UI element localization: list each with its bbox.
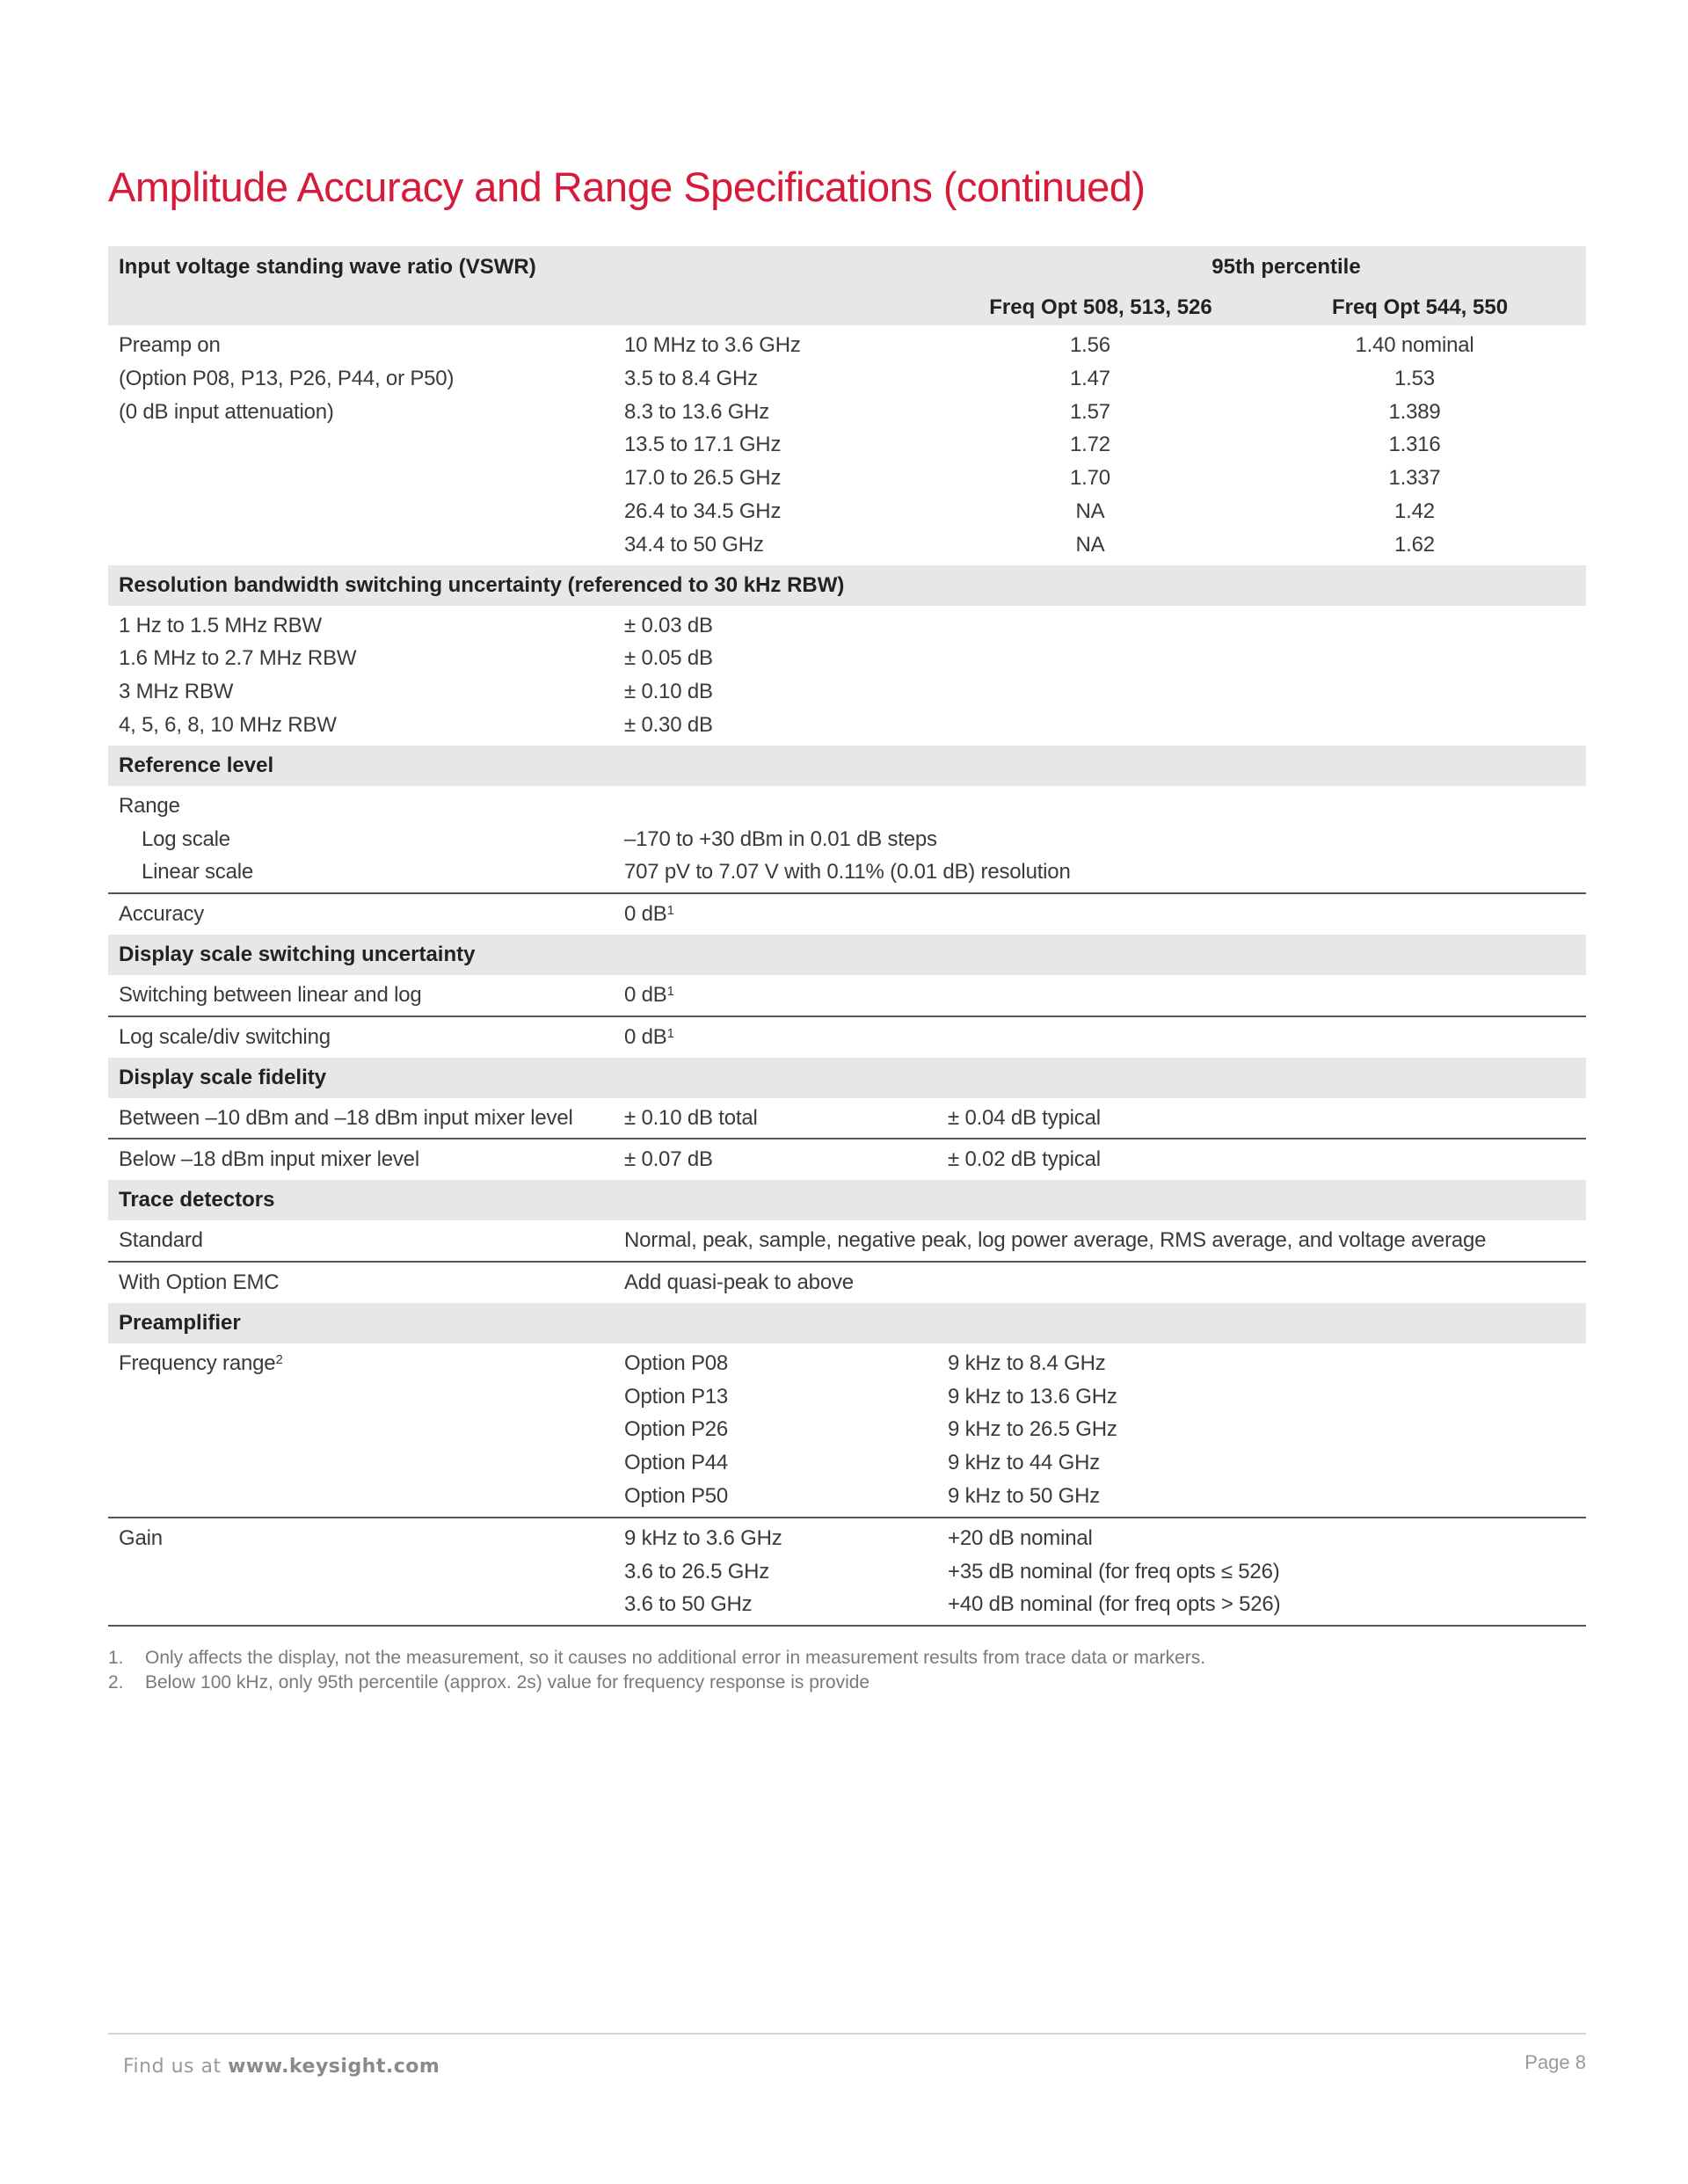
spec-text: 1.62 bbox=[1394, 532, 1435, 557]
spec-text: Gain bbox=[119, 1525, 163, 1550]
spec-cell bbox=[614, 1347, 937, 1513]
spec-row bbox=[108, 1263, 1586, 1303]
footnote-ref: 2 bbox=[275, 1351, 283, 1367]
spec-line bbox=[937, 428, 1243, 462]
spec-line bbox=[937, 462, 1243, 495]
footnote-ref: 1 bbox=[666, 1025, 674, 1041]
spec-line bbox=[1243, 495, 1586, 528]
spec-line bbox=[1243, 428, 1586, 462]
spec-cell bbox=[614, 1143, 937, 1176]
spec-text: 9 kHz to 8.4 GHz bbox=[948, 1350, 1106, 1375]
column-header: Freq Opt 508, 513, 526 bbox=[989, 295, 1212, 319]
spec-section bbox=[108, 935, 1586, 1058]
spec-text: 1.70 bbox=[1070, 466, 1110, 491]
spec-line bbox=[948, 1588, 1281, 1621]
spec-line bbox=[937, 396, 1243, 429]
spec-cell bbox=[108, 1266, 614, 1299]
spec-line bbox=[119, 709, 614, 742]
spec-line bbox=[624, 1446, 937, 1480]
footer-divider bbox=[108, 2033, 1586, 2035]
section-header bbox=[108, 1303, 1586, 1343]
spec-line bbox=[937, 495, 1243, 528]
spec-text: (0 dB input attenuation) bbox=[119, 399, 334, 424]
footnotes bbox=[108, 1646, 1205, 1695]
spec-line bbox=[119, 1266, 614, 1299]
spec-cell bbox=[937, 1347, 1243, 1513]
spec-row bbox=[108, 894, 1586, 935]
spec-line bbox=[1243, 528, 1586, 562]
spec-cell bbox=[108, 329, 614, 562]
spec-section bbox=[108, 746, 1586, 935]
spec-cell bbox=[108, 979, 614, 1012]
spec-text: Below –18 dBm input mixer level bbox=[119, 1147, 419, 1172]
spec-text: +20 dB nominal bbox=[948, 1525, 1093, 1550]
spec-line bbox=[119, 1522, 614, 1555]
spec-line bbox=[119, 1102, 614, 1135]
spec-line bbox=[624, 1555, 937, 1589]
section-header bbox=[108, 746, 1586, 786]
spec-text: Log scale bbox=[142, 826, 230, 851]
footnote-2 bbox=[108, 1671, 1205, 1695]
spec-cell bbox=[108, 1522, 614, 1621]
spec-text: 13.5 to 17.1 GHz bbox=[624, 433, 782, 457]
spec-line bbox=[624, 1224, 1586, 1257]
spec-text: 3.6 to 50 GHz bbox=[624, 1592, 753, 1617]
spec-line bbox=[624, 1143, 937, 1176]
spec-line bbox=[624, 396, 937, 429]
section-header bbox=[108, 1058, 1586, 1098]
spec-line bbox=[937, 329, 1243, 362]
spec-text: Switching between linear and log bbox=[119, 982, 422, 1007]
spec-text: 1.47 bbox=[1070, 366, 1110, 390]
footer-find-us-label: Find us at bbox=[123, 2056, 222, 2078]
spec-text: 9 kHz to 44 GHz bbox=[948, 1451, 1101, 1475]
spec-line bbox=[624, 528, 937, 562]
spec-line bbox=[624, 428, 937, 462]
spec-cell bbox=[108, 1347, 614, 1513]
spec-text: +40 dB nominal (for freq opts > 526) bbox=[948, 1592, 1281, 1617]
spec-line bbox=[1243, 462, 1586, 495]
spec-line bbox=[948, 1380, 1243, 1414]
spec-cell bbox=[937, 1143, 1243, 1176]
footnote-text: Below 100 kHz, only 95th percentile (approx. 2s) value for frequency response is provide bbox=[145, 1672, 870, 1693]
footnote-number: 2. bbox=[108, 1672, 124, 1693]
spec-line bbox=[624, 1102, 937, 1135]
spec-cell bbox=[108, 609, 614, 742]
spec-line bbox=[1243, 362, 1586, 396]
spec-line bbox=[948, 1522, 1243, 1555]
spec-line bbox=[624, 855, 1586, 889]
footer-find-us bbox=[123, 2056, 440, 2078]
spec-text: 0 dB bbox=[624, 902, 667, 927]
section-title: Input voltage standing wave ratio (VSWR) bbox=[119, 255, 536, 279]
spec-cell bbox=[108, 1021, 614, 1054]
spec-cell bbox=[614, 979, 937, 1012]
spec-line bbox=[624, 1588, 937, 1621]
spec-line bbox=[119, 609, 614, 643]
column-group-header: 95th percentile bbox=[1211, 255, 1361, 279]
spec-line bbox=[119, 979, 614, 1012]
spec-cell bbox=[937, 1102, 1243, 1135]
column-header: Freq Opt 544, 550 bbox=[1331, 295, 1509, 319]
spec-text: Frequency range bbox=[119, 1350, 276, 1375]
spec-line bbox=[624, 495, 937, 528]
spec-text: ± 0.10 dB total bbox=[624, 1105, 758, 1130]
spec-line bbox=[948, 1413, 1243, 1446]
section-title: Reference level bbox=[119, 753, 274, 777]
spec-text: NA bbox=[1075, 499, 1105, 523]
spec-text: 1.72 bbox=[1070, 433, 1110, 457]
spec-line bbox=[948, 1446, 1243, 1480]
spec-row bbox=[108, 1220, 1586, 1263]
spec-row bbox=[108, 1098, 1586, 1140]
spec-line bbox=[119, 1143, 614, 1176]
spec-line bbox=[119, 329, 614, 362]
spec-text: +35 dB nominal (for freq opts ≤ 526) bbox=[948, 1559, 1280, 1583]
spec-text: ± 0.02 dB typical bbox=[948, 1147, 1101, 1172]
spec-line bbox=[1243, 396, 1586, 429]
spec-text: 26.4 to 34.5 GHz bbox=[624, 499, 782, 523]
spec-line bbox=[624, 823, 1586, 856]
spec-line bbox=[624, 462, 937, 495]
spec-text: Normal, peak, sample, negative peak, log power average, RMS average, and voltage average bbox=[624, 1228, 1487, 1253]
spec-line bbox=[948, 1143, 1243, 1176]
spec-text: 3.5 to 8.4 GHz bbox=[624, 366, 758, 390]
spec-text: Option P13 bbox=[624, 1384, 729, 1409]
spec-text: 17.0 to 26.5 GHz bbox=[624, 466, 782, 491]
spec-text: 9 kHz to 13.6 GHz bbox=[948, 1384, 1117, 1409]
spec-text: 9 kHz to 3.6 GHz bbox=[624, 1525, 782, 1550]
spec-text: NA bbox=[1075, 532, 1105, 557]
spec-line bbox=[624, 1413, 937, 1446]
spec-text: 34.4 to 50 GHz bbox=[624, 532, 764, 557]
spec-text: ± 0.07 dB bbox=[624, 1147, 713, 1172]
spec-text: 1 Hz to 1.5 MHz RBW bbox=[119, 613, 322, 637]
footnote-1 bbox=[108, 1646, 1205, 1671]
spec-cell bbox=[1243, 329, 1586, 562]
spec-text: 3.6 to 26.5 GHz bbox=[624, 1559, 770, 1583]
spec-text: Add quasi-peak to above bbox=[624, 1270, 854, 1294]
spec-line bbox=[624, 675, 937, 709]
spec-text: Standard bbox=[119, 1228, 203, 1253]
section-title: Resolution bandwidth switching uncertainty (referenced to 30 kHz RBW) bbox=[119, 572, 845, 597]
spec-text: ± 0.30 dB bbox=[624, 712, 713, 737]
spec-text: 10 MHz to 3.6 GHz bbox=[624, 333, 801, 357]
spec-cell bbox=[614, 1266, 1586, 1299]
spec-text: With Option EMC bbox=[119, 1270, 280, 1294]
spec-text: ± 0.03 dB bbox=[624, 613, 713, 637]
spec-row bbox=[108, 975, 1586, 1017]
spec-line bbox=[624, 979, 937, 1012]
spec-line bbox=[119, 396, 614, 429]
spec-line bbox=[624, 1380, 937, 1414]
spec-line bbox=[948, 1555, 1280, 1589]
spec-text: –170 to +30 dBm in 0.01 dB steps bbox=[624, 826, 937, 851]
spec-text: Option P44 bbox=[624, 1451, 729, 1475]
spec-line bbox=[119, 1021, 614, 1054]
section-header bbox=[108, 935, 1586, 975]
spec-row bbox=[108, 1139, 1586, 1180]
spec-line bbox=[948, 1480, 1243, 1513]
spec-section bbox=[108, 1058, 1586, 1181]
spec-row bbox=[108, 786, 1586, 894]
spec-text: 1.42 bbox=[1394, 499, 1435, 523]
section-title: Preamplifier bbox=[119, 1310, 241, 1335]
spec-text: ± 0.10 dB bbox=[624, 680, 713, 704]
spec-line bbox=[119, 855, 614, 889]
page-number: Page 8 bbox=[1524, 2051, 1586, 2073]
spec-line bbox=[119, 642, 614, 675]
footnote-ref: 1 bbox=[666, 983, 674, 999]
spec-text: Linear scale bbox=[142, 860, 254, 885]
page-title: Amplitude Accuracy and Range Specifications (continued) bbox=[108, 164, 1146, 210]
spec-cell bbox=[108, 1224, 614, 1257]
spec-text: 1.56 bbox=[1070, 333, 1110, 357]
spec-section bbox=[108, 1303, 1586, 1627]
spec-line bbox=[624, 898, 937, 931]
spec-text: (Option P08, P13, P26, P44, or P50) bbox=[119, 366, 455, 390]
spec-row bbox=[108, 1343, 1586, 1518]
spec-cell bbox=[614, 790, 1586, 889]
spec-line bbox=[119, 1347, 614, 1380]
spec-cell bbox=[614, 329, 937, 562]
spec-text: 1.40 nominal bbox=[1355, 333, 1474, 357]
spec-text: Option P26 bbox=[624, 1417, 729, 1442]
spec-line bbox=[624, 329, 937, 362]
spec-row bbox=[108, 606, 1586, 746]
section-title: Display scale fidelity bbox=[119, 1065, 327, 1089]
spec-cell bbox=[108, 1102, 614, 1135]
spec-table bbox=[108, 246, 1586, 1627]
spec-section bbox=[108, 565, 1586, 746]
spec-line bbox=[119, 1224, 614, 1257]
spec-line bbox=[1243, 329, 1586, 362]
spec-row bbox=[108, 1518, 1586, 1627]
spec-cell bbox=[937, 1522, 1281, 1621]
spec-text: 1.57 bbox=[1070, 399, 1110, 424]
spec-line bbox=[624, 1347, 937, 1380]
spec-cell bbox=[614, 609, 937, 742]
spec-line bbox=[624, 609, 937, 643]
spec-line bbox=[937, 528, 1243, 562]
spec-line bbox=[624, 790, 1586, 823]
spec-text: 1.6 MHz to 2.7 MHz RBW bbox=[119, 646, 357, 671]
spec-cell bbox=[614, 1522, 937, 1621]
spec-text: 1.389 bbox=[1388, 399, 1441, 424]
footer-website-link[interactable]: www.keysight.com bbox=[228, 2056, 440, 2078]
spec-line bbox=[624, 709, 937, 742]
spec-text: ± 0.05 dB bbox=[624, 646, 713, 671]
spec-cell bbox=[108, 1143, 614, 1176]
spec-line bbox=[948, 1102, 1243, 1135]
spec-cell bbox=[614, 1021, 937, 1054]
spec-text: ± 0.04 dB typical bbox=[948, 1105, 1101, 1130]
footnote-number: 1. bbox=[108, 1648, 124, 1668]
section-title: Display scale switching uncertainty bbox=[119, 942, 476, 966]
spec-text: 0 dB bbox=[624, 1024, 667, 1049]
spec-line bbox=[119, 823, 614, 856]
spec-cell bbox=[614, 1224, 1586, 1257]
spec-cell bbox=[108, 898, 614, 931]
spec-line bbox=[624, 642, 937, 675]
spec-cell bbox=[108, 790, 614, 889]
spec-line bbox=[937, 362, 1243, 396]
spec-section bbox=[108, 1180, 1586, 1303]
footnote-text: Only affects the display, not the measurement, so it causes no additional error in measurement results from trace data or markers. bbox=[145, 1648, 1206, 1668]
spec-line bbox=[624, 362, 937, 396]
spec-text: 4, 5, 6, 8, 10 MHz RBW bbox=[119, 712, 337, 737]
footnote-ref: 1 bbox=[666, 903, 674, 919]
spec-text: Option P50 bbox=[624, 1483, 729, 1508]
spec-text: 1.337 bbox=[1388, 466, 1441, 491]
spec-row bbox=[108, 325, 1586, 565]
spec-text: 3 MHz RBW bbox=[119, 680, 234, 704]
spec-cell bbox=[937, 329, 1243, 562]
section-title: Trace detectors bbox=[119, 1188, 275, 1212]
section-header bbox=[108, 565, 1586, 606]
spec-line bbox=[624, 1021, 937, 1054]
spec-line bbox=[119, 898, 614, 931]
spec-text: Between –10 dBm and –18 dBm input mixer level bbox=[119, 1105, 573, 1130]
spec-text: 9 kHz to 50 GHz bbox=[948, 1483, 1101, 1508]
spec-text: 8.3 to 13.6 GHz bbox=[624, 399, 770, 424]
section-header bbox=[108, 246, 1586, 325]
spec-text: 707 pV to 7.07 V with 0.11% (0.01 dB) resolution bbox=[624, 860, 1071, 885]
spec-line bbox=[624, 1522, 937, 1555]
spec-cell bbox=[614, 898, 937, 931]
spec-text: 0 dB bbox=[624, 982, 667, 1007]
spec-cell bbox=[614, 1102, 937, 1135]
spec-line bbox=[624, 1266, 1586, 1299]
spec-line bbox=[119, 790, 614, 823]
spec-line bbox=[119, 362, 614, 396]
section-header bbox=[108, 1180, 1586, 1220]
spec-text: Preamp on bbox=[119, 333, 221, 357]
spec-text: 1.316 bbox=[1388, 433, 1441, 457]
spec-section bbox=[108, 246, 1586, 565]
spec-text: Option P08 bbox=[624, 1350, 729, 1375]
spec-text: 1.53 bbox=[1394, 366, 1435, 390]
spec-text: 9 kHz to 26.5 GHz bbox=[948, 1417, 1117, 1442]
spec-line bbox=[948, 1347, 1243, 1380]
spec-text: Accuracy bbox=[119, 902, 205, 927]
spec-text: Log scale/div switching bbox=[119, 1024, 331, 1049]
spec-line bbox=[624, 1480, 937, 1513]
spec-line bbox=[119, 675, 614, 709]
spec-text: Range bbox=[119, 793, 180, 818]
spec-row bbox=[108, 1017, 1586, 1058]
